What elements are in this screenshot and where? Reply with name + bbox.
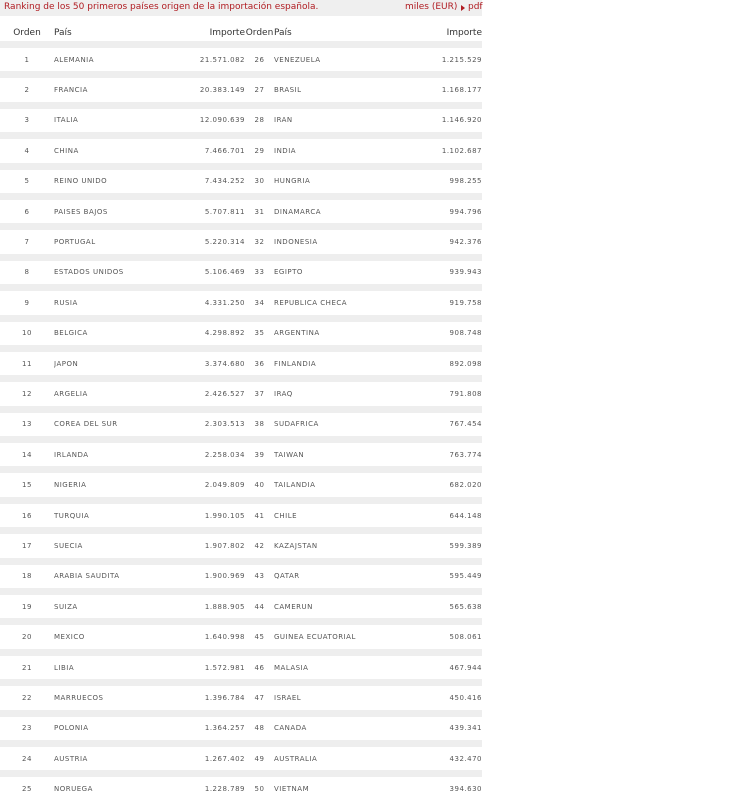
rank-cell: 25 xyxy=(0,774,54,801)
table-row xyxy=(0,45,482,75)
amount-cell: 919.758 xyxy=(394,288,482,318)
country-cell: BRASIL xyxy=(274,75,394,105)
rank-cell: 10 xyxy=(0,318,54,348)
amount-cell: 767.454 xyxy=(394,409,482,439)
rank-cell: 37 xyxy=(245,379,274,409)
country-cell: TAILANDIA xyxy=(274,470,394,500)
country-cell: IRAN xyxy=(274,105,394,135)
country-cell: QATAR xyxy=(274,561,394,591)
table-row xyxy=(0,227,482,257)
amount-cell: 1.146.920 xyxy=(394,105,482,135)
country-cell: CHINA xyxy=(54,136,165,166)
amount-cell: 1.990.105 xyxy=(165,500,245,530)
country-cell: MEXICO xyxy=(54,622,165,652)
country-cell: NIGERIA xyxy=(54,470,165,500)
country-cell: NORUEGA xyxy=(54,774,165,801)
amount-cell: 1.640.998 xyxy=(165,622,245,652)
rank-cell: 14 xyxy=(0,440,54,470)
amount-cell: 12.090.639 xyxy=(165,105,245,135)
country-cell: FRANCIA xyxy=(54,75,165,105)
rank-cell: 19 xyxy=(0,592,54,622)
table-row xyxy=(0,136,482,166)
table-row xyxy=(0,774,482,801)
amount-cell: 3.374.680 xyxy=(165,348,245,378)
country-cell: INDONESIA xyxy=(274,227,394,257)
country-cell: BELGICA xyxy=(54,318,165,348)
table-row xyxy=(0,440,482,470)
table-row xyxy=(0,409,482,439)
country-cell: LIBIA xyxy=(54,652,165,682)
amount-cell: 1.102.687 xyxy=(394,136,482,166)
table-row xyxy=(0,196,482,226)
table-row xyxy=(0,166,482,196)
column-header-orden: Orden xyxy=(245,24,274,45)
country-cell: ISRAEL xyxy=(274,683,394,713)
amount-cell: 1.267.402 xyxy=(165,743,245,773)
amount-cell: 595.449 xyxy=(394,561,482,591)
column-header-pais: País xyxy=(54,24,165,45)
amount-cell: 682.020 xyxy=(394,470,482,500)
amount-cell: 908.748 xyxy=(394,318,482,348)
country-cell: TAIWAN xyxy=(274,440,394,470)
rank-cell: 50 xyxy=(245,774,274,801)
country-cell: CANADA xyxy=(274,713,394,743)
table-row xyxy=(0,470,482,500)
amount-cell: 565.638 xyxy=(394,592,482,622)
rank-cell: 5 xyxy=(0,166,54,196)
rank-cell: 29 xyxy=(245,136,274,166)
country-cell: TURQUIA xyxy=(54,500,165,530)
country-cell: COREA DEL SUR xyxy=(54,409,165,439)
table-header-row xyxy=(0,24,482,45)
country-cell: EGIPTO xyxy=(274,257,394,287)
amount-cell: 7.466.701 xyxy=(165,136,245,166)
table-row xyxy=(0,318,482,348)
country-cell: ESTADOS UNIDOS xyxy=(54,257,165,287)
country-cell: MARRUECOS xyxy=(54,683,165,713)
header-bar xyxy=(0,0,482,16)
country-cell: KAZAJSTAN xyxy=(274,531,394,561)
amount-cell: 791.808 xyxy=(394,379,482,409)
country-cell: MALASIA xyxy=(274,652,394,682)
amount-cell: 5.106.469 xyxy=(165,257,245,287)
amount-cell: 939.943 xyxy=(394,257,482,287)
amount-cell: 1.572.981 xyxy=(165,652,245,682)
rank-cell: 40 xyxy=(245,470,274,500)
country-cell: VENEZUELA xyxy=(274,45,394,75)
amount-cell: 4.331.250 xyxy=(165,288,245,318)
rank-cell: 46 xyxy=(245,652,274,682)
rank-cell: 42 xyxy=(245,531,274,561)
table-row xyxy=(0,592,482,622)
rank-cell: 38 xyxy=(245,409,274,439)
column-header-orden: Orden xyxy=(0,24,54,45)
rank-cell: 11 xyxy=(0,348,54,378)
table-row xyxy=(0,561,482,591)
rank-cell: 36 xyxy=(245,348,274,378)
country-cell: AUSTRALIA xyxy=(274,743,394,773)
table-row xyxy=(0,75,482,105)
country-cell: ARGELIA xyxy=(54,379,165,409)
column-header-pais: País xyxy=(274,24,394,45)
country-cell: INDIA xyxy=(274,136,394,166)
amount-cell: 7.434.252 xyxy=(165,166,245,196)
country-cell: GUINEA ECUATORIAL xyxy=(274,622,394,652)
amount-cell: 998.255 xyxy=(394,166,482,196)
amount-cell: 892.098 xyxy=(394,348,482,378)
amount-cell: 432.470 xyxy=(394,743,482,773)
arrow-right-icon xyxy=(461,5,465,11)
amount-cell: 1.168.177 xyxy=(394,75,482,105)
rank-cell: 3 xyxy=(0,105,54,135)
rank-cell: 33 xyxy=(245,257,274,287)
rank-cell: 28 xyxy=(245,105,274,135)
rank-cell: 44 xyxy=(245,592,274,622)
page-title: Ranking de los 50 primeros países origen de la importación española. xyxy=(4,2,319,12)
table-row xyxy=(0,743,482,773)
amount-cell: 994.796 xyxy=(394,196,482,226)
amount-cell: 1.364.257 xyxy=(165,713,245,743)
table-row xyxy=(0,531,482,561)
rank-cell: 1 xyxy=(0,45,54,75)
rank-cell: 35 xyxy=(245,318,274,348)
pdf-link[interactable]: pdf xyxy=(468,2,483,12)
ranking-table xyxy=(0,24,482,801)
country-cell: VIETNAM xyxy=(274,774,394,801)
amount-cell: 5.220.314 xyxy=(165,227,245,257)
country-cell: IRAQ xyxy=(274,379,394,409)
rank-cell: 6 xyxy=(0,196,54,226)
rank-cell: 39 xyxy=(245,440,274,470)
amount-cell: 439.341 xyxy=(394,713,482,743)
rank-cell: 16 xyxy=(0,500,54,530)
amount-cell: 599.389 xyxy=(394,531,482,561)
rank-cell: 32 xyxy=(245,227,274,257)
country-cell: DINAMARCA xyxy=(274,196,394,226)
table-row xyxy=(0,348,482,378)
amount-cell: 2.303.513 xyxy=(165,409,245,439)
rank-cell: 7 xyxy=(0,227,54,257)
amount-cell: 2.426.527 xyxy=(165,379,245,409)
amount-cell: 1.907.802 xyxy=(165,531,245,561)
country-cell: SUDAFRICA xyxy=(274,409,394,439)
amount-cell: 2.049.809 xyxy=(165,470,245,500)
country-cell: REPUBLICA CHECA xyxy=(274,288,394,318)
rank-cell: 21 xyxy=(0,652,54,682)
rank-cell: 4 xyxy=(0,136,54,166)
amount-cell: 394.630 xyxy=(394,774,482,801)
rank-cell: 24 xyxy=(0,743,54,773)
country-cell: SUECIA xyxy=(54,531,165,561)
rank-cell: 34 xyxy=(245,288,274,318)
country-cell: JAPON xyxy=(54,348,165,378)
country-cell: ALEMANIA xyxy=(54,45,165,75)
rank-cell: 26 xyxy=(245,45,274,75)
amount-cell: 1.900.969 xyxy=(165,561,245,591)
amount-cell: 763.774 xyxy=(394,440,482,470)
amount-cell: 1.215.529 xyxy=(394,45,482,75)
table-row xyxy=(0,713,482,743)
amount-cell: 1.396.784 xyxy=(165,683,245,713)
rank-cell: 12 xyxy=(0,379,54,409)
amount-cell: 644.148 xyxy=(394,500,482,530)
country-cell: ARABIA SAUDITA xyxy=(54,561,165,591)
country-cell: FINLANDIA xyxy=(274,348,394,378)
table-row xyxy=(0,500,482,530)
table-row xyxy=(0,683,482,713)
amount-cell: 467.944 xyxy=(394,652,482,682)
amount-cell: 1.888.905 xyxy=(165,592,245,622)
rank-cell: 22 xyxy=(0,683,54,713)
units-label: miles (EUR) xyxy=(405,2,458,12)
amount-cell: 450.416 xyxy=(394,683,482,713)
country-cell: AUSTRIA xyxy=(54,743,165,773)
table-row xyxy=(0,652,482,682)
table-row xyxy=(0,379,482,409)
rank-cell: 2 xyxy=(0,75,54,105)
country-cell: ITALIA xyxy=(54,105,165,135)
table-row xyxy=(0,257,482,287)
amount-cell: 508.061 xyxy=(394,622,482,652)
country-cell: REINO UNIDO xyxy=(54,166,165,196)
rank-cell: 43 xyxy=(245,561,274,591)
column-header-importe: Importe xyxy=(165,24,245,45)
rank-cell: 48 xyxy=(245,713,274,743)
country-cell: PORTUGAL xyxy=(54,227,165,257)
amount-cell: 2.258.034 xyxy=(165,440,245,470)
country-cell: HUNGRIA xyxy=(274,166,394,196)
rank-cell: 8 xyxy=(0,257,54,287)
rank-cell: 13 xyxy=(0,409,54,439)
rank-cell: 30 xyxy=(245,166,274,196)
table-row xyxy=(0,622,482,652)
amount-cell: 1.228.789 xyxy=(165,774,245,801)
rank-cell: 27 xyxy=(245,75,274,105)
rank-cell: 17 xyxy=(0,531,54,561)
rank-cell: 31 xyxy=(245,196,274,226)
rank-cell: 23 xyxy=(0,713,54,743)
table-row xyxy=(0,288,482,318)
amount-cell: 20.383.149 xyxy=(165,75,245,105)
column-header-importe: Importe xyxy=(394,24,482,45)
country-cell: POLONIA xyxy=(54,713,165,743)
amount-cell: 942.376 xyxy=(394,227,482,257)
table-row xyxy=(0,105,482,135)
rank-cell: 18 xyxy=(0,561,54,591)
rank-cell: 15 xyxy=(0,470,54,500)
rank-cell: 41 xyxy=(245,500,274,530)
country-cell: SUIZA xyxy=(54,592,165,622)
country-cell: CHILE xyxy=(274,500,394,530)
country-cell: ARGENTINA xyxy=(274,318,394,348)
country-cell: PAISES BAJOS xyxy=(54,196,165,226)
country-cell: CAMERUN xyxy=(274,592,394,622)
rank-cell: 9 xyxy=(0,288,54,318)
rank-cell: 20 xyxy=(0,622,54,652)
country-cell: IRLANDA xyxy=(54,440,165,470)
rank-cell: 45 xyxy=(245,622,274,652)
amount-cell: 5.707.811 xyxy=(165,196,245,226)
rank-cell: 49 xyxy=(245,743,274,773)
amount-cell: 21.571.082 xyxy=(165,45,245,75)
country-cell: RUSIA xyxy=(54,288,165,318)
rank-cell: 47 xyxy=(245,683,274,713)
amount-cell: 4.298.892 xyxy=(165,318,245,348)
